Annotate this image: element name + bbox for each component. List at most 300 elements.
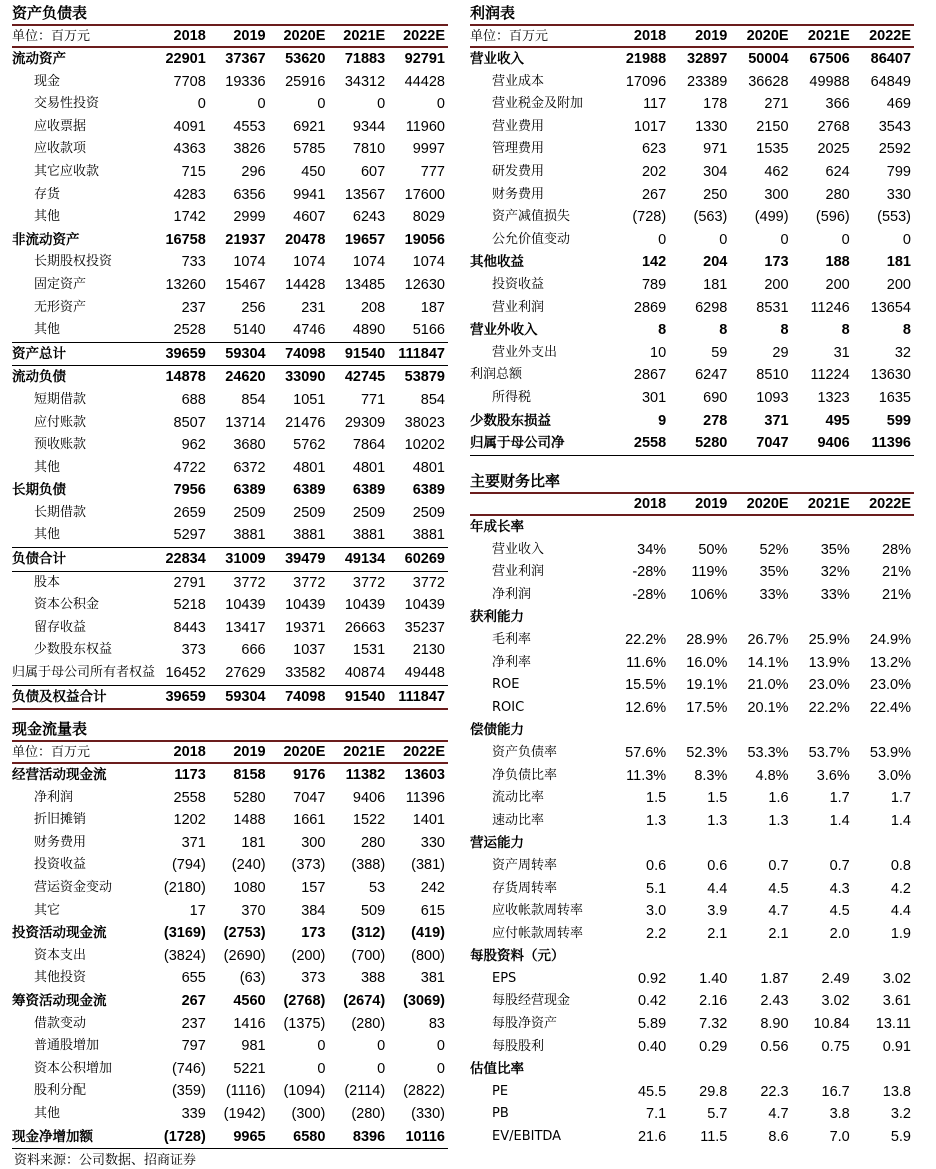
cell-value: (373) [291, 857, 326, 874]
cell-value: 5785 [293, 141, 326, 158]
year-header: 2022E [388, 741, 448, 763]
year-header: 2022E [853, 25, 914, 47]
cell-value: 1017 [633, 118, 667, 135]
balance-sheet-table [12, 24, 448, 710]
row-label: 应付帐款周转率 [492, 925, 584, 941]
table-row [12, 502, 448, 525]
cell-value: 3.61 [882, 993, 911, 1010]
cell-value: 3.9 [707, 903, 728, 920]
cell-value: 173 [764, 254, 789, 271]
cell-value: (240) [231, 857, 266, 874]
cell-value: 26.7% [747, 631, 789, 648]
row-label: 预收账款 [34, 437, 87, 453]
cell-value: 0 [436, 1060, 445, 1077]
cell-value: 117 [643, 96, 667, 113]
cell-value: 173 [301, 925, 326, 942]
cell-value: 3543 [878, 118, 911, 135]
cell-value: 181 [703, 276, 728, 293]
cell-value: 74098 [269, 685, 329, 709]
cell-value: 623 [641, 141, 667, 158]
row-label: 偿债能力 [470, 722, 524, 739]
cell-value: 1093 [756, 389, 789, 406]
table-row [12, 206, 448, 229]
cell-value: 330 [420, 834, 445, 851]
cell-value: 0 [317, 1038, 326, 1055]
cell-value: 0.40 [637, 1038, 667, 1055]
row-label: 净利润 [492, 586, 532, 602]
cell-value: 33090 [269, 366, 329, 389]
row-label: EPS [492, 970, 517, 986]
cell-value [608, 1058, 669, 1081]
cell-value: 59304 [209, 685, 269, 709]
cell-value: 13.9% [808, 654, 850, 671]
cell-value: 21% [881, 564, 911, 581]
cell-value: 1.40 [699, 970, 728, 987]
cell-value [853, 606, 914, 629]
table-row [470, 561, 914, 584]
cell-value: 44428 [404, 73, 445, 90]
cell-value: 462 [764, 163, 789, 180]
cell-value: 202 [641, 163, 667, 180]
cell-value: 24620 [209, 366, 269, 389]
cell-value: 19657 [344, 231, 386, 248]
cell-value: 14.1% [747, 654, 789, 671]
table-row [470, 387, 914, 410]
cell-value: 388 [360, 970, 386, 987]
table-row [470, 697, 914, 720]
row-label: 存货 [34, 186, 61, 202]
cell-value: 4560 [233, 992, 266, 1009]
cell-value: 9406 [792, 432, 853, 455]
cell-value: 1.4 [890, 812, 911, 829]
cell-value: 7047 [293, 789, 326, 806]
cell-value: 0.92 [637, 970, 667, 987]
cell-value: 9965 [209, 1126, 269, 1149]
cell-value: 17 [189, 902, 206, 919]
cell-value: 8443 [173, 619, 206, 636]
cell-value: 181 [241, 834, 266, 851]
cell-value: 1635 [878, 389, 911, 406]
cell-value: 715 [181, 163, 206, 180]
row-label: 营业税金及附加 [492, 96, 584, 112]
table-row [12, 297, 448, 320]
table-row [12, 1058, 448, 1081]
cell-value: 1.9 [890, 925, 911, 942]
cell-value: (419) [411, 925, 445, 942]
row-label: 借款变动 [34, 1015, 87, 1031]
cell-value: 2558 [608, 432, 669, 455]
cell-value: 7047 [730, 432, 791, 455]
cell-value [730, 832, 791, 855]
row-label: 营业外支出 [492, 344, 558, 360]
cell-value: 13567 [344, 186, 386, 203]
cell-value: 53620 [285, 51, 326, 67]
year-header: 2018 [149, 741, 209, 763]
cell-value: 13485 [344, 276, 386, 293]
row-label: 资产负债率 [492, 744, 558, 760]
cash-flow-table [12, 740, 448, 1149]
table-row [470, 1013, 914, 1036]
cell-value: (330) [411, 1105, 445, 1122]
cell-value: 2.2 [646, 925, 667, 942]
cell-value: (381) [411, 857, 445, 874]
year-header: 2019 [669, 25, 730, 47]
row-label: 财务费用 [492, 186, 545, 202]
row-label: ROIC [492, 699, 525, 715]
cell-value: 11.5 [700, 1129, 728, 1146]
cell-value: 35237 [404, 619, 445, 636]
year-header: 2020E [269, 741, 329, 763]
cell-value: 1.5 [646, 790, 667, 807]
cell-value: 11396 [405, 789, 445, 806]
cell-value: 19.1% [686, 677, 728, 694]
cell-value: 4091 [173, 118, 206, 135]
cell-value: 1.7 [829, 790, 850, 807]
row-label: 其他 [34, 209, 61, 225]
table-row [470, 765, 914, 788]
cell-value: (1094) [283, 1083, 326, 1100]
cell-value: 6356 [233, 186, 266, 203]
cell-value: 29 [772, 344, 789, 361]
cell-value: 3826 [233, 141, 266, 158]
cell-value: (499) [754, 209, 789, 226]
cell-value: -28% [632, 564, 667, 581]
income-statement-table [470, 24, 914, 456]
cell-value: 21.0% [747, 677, 789, 694]
table-header-row [12, 741, 448, 763]
cell-value: 2.0 [829, 925, 850, 942]
table-row [470, 878, 914, 901]
cell-value [730, 945, 791, 968]
row-label: 净利润 [34, 789, 74, 805]
table-row [12, 342, 448, 366]
row-label: 净负债比率 [492, 767, 558, 783]
cell-value: 789 [641, 276, 667, 293]
year-header: 2020E [730, 25, 791, 47]
cell-value: 1037 [293, 642, 326, 659]
row-label: 负债合计 [12, 548, 149, 572]
table-row [470, 1103, 914, 1126]
cell-value: 5280 [669, 432, 730, 455]
row-label: 留存收益 [34, 619, 87, 635]
cell-value [608, 515, 669, 539]
row-label: 现金 [34, 73, 61, 89]
cell-value [853, 945, 914, 968]
cell-value: 20478 [285, 231, 326, 248]
cell-value: 23.0% [869, 677, 911, 694]
cell-value: 9406 [352, 789, 386, 806]
cell-value: 0 [377, 1060, 386, 1077]
cell-value: 2509 [233, 504, 266, 521]
cell-value [730, 515, 791, 539]
cell-value: (794) [171, 857, 206, 874]
cell-value: 92791 [404, 51, 445, 67]
row-label: 营业费用 [492, 118, 545, 134]
cell-value: 50% [698, 541, 728, 558]
cell-value: 22.2% [625, 631, 667, 648]
cell-value: 0 [841, 231, 850, 248]
cell-value: 854 [241, 391, 266, 408]
cell-value: 24.9% [869, 631, 911, 648]
cell-value: 57.6% [625, 744, 667, 761]
cell-value: (746) [171, 1060, 206, 1077]
cell-value: 3881 [233, 527, 266, 544]
table-row [470, 584, 914, 607]
cell-value: 1488 [233, 812, 266, 829]
year-header: 2019 [209, 25, 269, 47]
cell-value: 35% [759, 564, 789, 581]
cell-value: 34312 [344, 73, 386, 90]
table-row [470, 742, 914, 765]
table-row [470, 539, 914, 562]
cell-value: 23.0% [808, 677, 850, 694]
table-row [470, 206, 914, 229]
cell-value: 119% [691, 564, 728, 581]
cell-value: (700) [351, 947, 386, 964]
table-row [470, 319, 914, 342]
cell-value: 7.0 [829, 1129, 850, 1146]
cell-value: 5.89 [637, 1016, 667, 1033]
cell-value: 19336 [225, 73, 266, 90]
cell-value: 6389 [293, 482, 326, 499]
row-label: PE [492, 1083, 509, 1099]
cell-value: 9344 [352, 118, 386, 135]
cell-value: 624 [825, 163, 850, 180]
cell-value: 0 [377, 1038, 386, 1055]
cell-value: 370 [241, 902, 266, 919]
cell-value: 6921 [293, 118, 326, 135]
cell-value: -28% [632, 586, 667, 603]
table-row [470, 274, 914, 297]
cell-value: 0 [780, 231, 789, 248]
cell-value: 22901 [165, 51, 206, 67]
table-row [12, 116, 448, 139]
cell-value: 111847 [388, 342, 448, 366]
table-row [12, 457, 448, 480]
cell-value: 366 [825, 96, 850, 113]
cell-value: 371 [181, 834, 206, 851]
cell-value: 15467 [225, 276, 266, 293]
row-label: 资产周转率 [492, 857, 558, 873]
cell-value: 22834 [149, 548, 209, 572]
cell-value: 981 [241, 1038, 266, 1055]
row-label: ROE [492, 677, 520, 693]
cell-value: 971 [703, 141, 728, 158]
cell-value [730, 606, 791, 629]
cell-value: 7956 [173, 482, 206, 499]
cell-value: 7.32 [699, 1016, 728, 1033]
cell-value: (280) [351, 1015, 386, 1032]
row-label: 交易性投资 [34, 96, 100, 112]
cell-value [792, 832, 853, 855]
cell-value: 4.7 [768, 903, 789, 920]
cell-value: 13.8 [882, 1083, 911, 1100]
cell-value: 7864 [352, 437, 386, 454]
row-label: 其它应收款 [34, 163, 100, 179]
cell-value: 14878 [149, 366, 209, 389]
table-row [12, 434, 448, 457]
table-row [470, 93, 914, 116]
cell-value: (300) [291, 1105, 326, 1122]
row-label: 归属于母公司所有者权益 [12, 665, 156, 681]
cell-value: 3.6% [816, 767, 850, 784]
cell-value: 36628 [748, 73, 789, 90]
table-row [12, 685, 448, 709]
cell-value: 27629 [225, 665, 266, 682]
cell-value: 4722 [173, 459, 206, 476]
cell-value: 10.84 [813, 1016, 850, 1033]
cell-value: 52.3% [686, 744, 728, 761]
cell-value: 962 [181, 437, 206, 454]
cell-value: 11224 [810, 367, 850, 384]
cell-value: 4.8% [755, 767, 789, 784]
cell-value: 11.6% [626, 654, 667, 671]
cell-value: 1173 [174, 767, 206, 783]
ratios-table [470, 492, 914, 1149]
cell-value: 13714 [225, 414, 266, 431]
cell-value: 53.9% [869, 744, 911, 761]
table-row [12, 412, 448, 435]
row-label: 年成长率 [470, 519, 524, 535]
year-header: 2022E [388, 25, 448, 47]
table-row [12, 229, 448, 252]
cell-value: 1.3 [707, 812, 728, 829]
row-label: 财务费用 [34, 834, 87, 850]
table-row [470, 410, 914, 433]
cell-value: 8 [658, 322, 667, 339]
cell-value: 0.6 [707, 857, 728, 874]
year-header: 2020E [730, 493, 791, 515]
cell-value: 5762 [293, 437, 326, 454]
row-label: 每股经营现金 [492, 993, 571, 1009]
cell-value: 5.1 [646, 880, 667, 897]
table-row [12, 93, 448, 116]
row-label: 资本公积增加 [34, 1060, 113, 1076]
table-row [12, 809, 448, 832]
cell-value: 330 [886, 186, 911, 203]
cell-value [730, 719, 791, 742]
cell-value: 29309 [344, 414, 386, 431]
cell-value: 0.8 [890, 857, 911, 874]
row-label: 其他 [34, 322, 61, 338]
table-row [470, 832, 914, 855]
cell-value: 111847 [388, 685, 448, 709]
row-label: 资本支出 [34, 947, 87, 963]
cell-value: (2180) [163, 879, 206, 896]
cell-value: 17600 [404, 186, 445, 203]
row-label: 其他投资 [34, 970, 87, 986]
cell-value: 28.9% [686, 631, 728, 648]
cell-value: 0.29 [699, 1038, 728, 1055]
cell-value: 231 [301, 299, 326, 316]
row-label: 营业利润 [492, 299, 545, 315]
cell-value: 3680 [233, 437, 266, 454]
cell-value: 3772 [209, 571, 269, 594]
cell-value: 5166 [412, 322, 445, 339]
year-header: 2019 [669, 493, 730, 515]
cell-value: 39659 [149, 685, 209, 709]
cell-value: 296 [241, 163, 266, 180]
row-label: 毛利率 [492, 631, 532, 647]
cell-value: 3.02 [821, 993, 850, 1010]
table-row [12, 990, 448, 1013]
cell-value: 8 [902, 322, 911, 339]
cell-value: (359) [171, 1083, 206, 1100]
cell-value: 16.7 [821, 1083, 850, 1100]
year-header: 2019 [209, 741, 269, 763]
cell-value: 7.1 [646, 1106, 667, 1123]
cell-value: 0 [377, 96, 386, 113]
row-label: 每股净资产 [492, 1016, 558, 1032]
cell-value: 23389 [687, 73, 728, 90]
cell-value: 181 [886, 254, 911, 271]
table-row [470, 184, 914, 207]
row-label: 管理费用 [492, 141, 545, 157]
row-label: 普通股增加 [34, 1038, 100, 1054]
cell-value: 655 [181, 970, 206, 987]
table-row [12, 877, 448, 900]
table-row [470, 652, 914, 675]
row-label: 营业收入 [492, 541, 545, 557]
cell-value: 9 [658, 412, 667, 429]
row-label: 现金净增加额 [12, 1126, 149, 1149]
table-row [12, 389, 448, 412]
cell-value [669, 1058, 730, 1081]
year-header: 2021E [328, 741, 388, 763]
cell-value: 53.7% [808, 744, 850, 761]
cell-value: (3824) [163, 947, 206, 964]
cell-value: 39659 [149, 342, 209, 366]
cell-value: 12630 [404, 276, 445, 293]
cell-value: 11.3% [626, 767, 667, 784]
cell-value: 4890 [352, 322, 386, 339]
cell-value: 53 [369, 879, 386, 896]
cell-value: 53879 [388, 366, 448, 389]
cell-value [792, 606, 853, 629]
table-row [470, 116, 914, 139]
row-label: 无形资产 [34, 299, 87, 315]
table-row [470, 1036, 914, 1059]
cell-value: 31 [833, 344, 850, 361]
cell-value [792, 719, 853, 742]
cell-value: 17096 [625, 73, 667, 90]
cell-value: 29.8 [699, 1083, 728, 1100]
cell-value: 9997 [412, 141, 445, 158]
cell-value: 32897 [687, 51, 728, 67]
table-row [470, 138, 914, 161]
table-row [470, 1126, 914, 1149]
cell-value: 300 [301, 834, 326, 851]
cell-value: 5297 [173, 527, 206, 544]
cell-value: 6389 [233, 482, 266, 499]
year-header: 2022E [853, 493, 914, 515]
table-row [12, 138, 448, 161]
cell-value: (2822) [403, 1083, 445, 1100]
row-label: 股利分配 [34, 1083, 87, 1099]
row-label: 其他 [34, 1105, 61, 1121]
cell-value: (388) [351, 857, 386, 874]
cell-value: 4.7 [768, 1106, 789, 1123]
cell-value: 1.6 [768, 790, 789, 807]
cell-value: 8 [719, 322, 728, 339]
cell-value: 4.5 [768, 880, 789, 897]
row-label: 速动比率 [492, 812, 545, 828]
cell-value: 2025 [817, 141, 850, 158]
cell-value: 4.3 [829, 880, 850, 897]
cell-value: 0.7 [768, 857, 789, 874]
cell-value: 13.2% [869, 654, 911, 671]
cell-value: 21988 [625, 51, 667, 67]
